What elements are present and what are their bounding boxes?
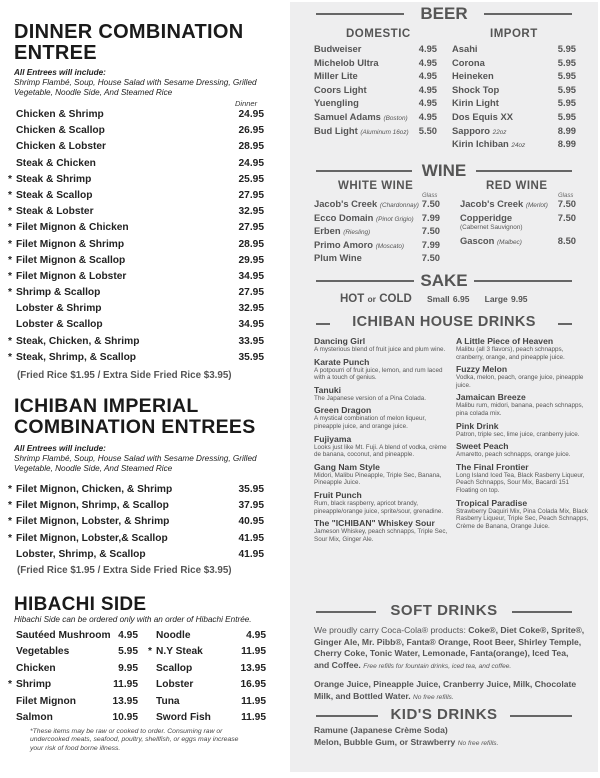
house-drinks-title: ICHIBAN HOUSE DRINKS <box>352 314 536 330</box>
house-drink-name: The Final Frontier <box>456 461 529 472</box>
drink-price: 5.95 <box>557 83 576 95</box>
drink-item-row <box>452 56 576 70</box>
menu-item-name: Filet Mignon, Lobster, & Shrimp <box>16 516 170 528</box>
menu-item-price: 24.95 <box>238 109 264 120</box>
drink-name-text: (Cabernet Sauvignon) <box>460 224 523 232</box>
raw-marker: * <box>8 516 12 528</box>
menu-item-price: 41.95 <box>238 532 264 544</box>
hibachi-item-name: Filet Mignon <box>16 695 76 707</box>
hibachi-item-price: 4.95 <box>118 630 138 641</box>
drink-price: 7.50 <box>421 198 440 209</box>
drink-item-row <box>460 234 576 248</box>
hibachi-item-name: Shrimp <box>16 679 52 691</box>
menu-item-row <box>8 139 264 155</box>
house-drink <box>314 490 449 515</box>
imperial-fried-rice-note: (Fried Rice $1.95 / Extra Side Fried Rice $3.95) <box>17 565 232 576</box>
drink-item-row <box>452 110 576 124</box>
red-wine-title: RED WINE <box>486 180 548 192</box>
menu-item-price: 24.95 <box>238 157 264 169</box>
house-drink <box>314 405 449 430</box>
menu-item-price: 41.95 <box>238 548 264 560</box>
raw-food-disclaimer: *These items may be raw or cooked to order. Consuming raw or undercooked meats, seafood, poultry, shellfish, or eggs may increase your risk of food borne illness. <box>30 728 239 752</box>
hibachi-row <box>8 710 266 726</box>
hibachi-item-price: 13.95 <box>112 695 138 707</box>
house-drink-name: Tropical Paradise <box>456 497 528 508</box>
menu-item-name: Steak, Shrimp, & Scallop <box>16 351 137 363</box>
hibachi-row <box>8 661 266 677</box>
juices-text: Orange Juice, Pineapple Juice, Cranberry Juice, Milk, Chocolate Milk, and Bottled Water. No free refills. <box>314 679 577 701</box>
hibachi-item-name: Vegetables <box>16 646 70 658</box>
menu-item-price: 32.95 <box>238 206 264 218</box>
white-wine-title: WHITE WINE <box>338 180 414 192</box>
hibachi-row <box>8 628 266 644</box>
hibachi-item-price: 11.95 <box>241 711 266 723</box>
drink-name-note: 24oz <box>511 142 526 150</box>
drink-item-row <box>314 124 437 138</box>
drink-item-row <box>314 238 440 252</box>
house-drink-name: Karate Punch <box>314 356 370 367</box>
drink-name-text: Asahi <box>452 43 478 54</box>
menu-item-price: 32.95 <box>238 303 264 315</box>
drink-item-row <box>460 211 576 225</box>
left-column <box>0 0 288 778</box>
menu-item-price: 28.95 <box>238 238 264 250</box>
drink-item-row <box>314 42 437 56</box>
raw-marker: * <box>8 206 12 218</box>
menu-item-price: 35.95 <box>238 351 264 363</box>
drink-price: 4.95 <box>418 70 437 82</box>
menu-item-row <box>8 220 264 236</box>
drink-name <box>452 137 525 153</box>
menu-item-price: 27.95 <box>238 189 264 201</box>
drink-name-note: (Merlot) <box>525 202 548 209</box>
house-drink-description: Midori, Malibu Pineapple, Triple Sec, Banana, Pineapple Juice. <box>314 471 442 487</box>
hibachi-note: Hibachi Side can be ordered only with an order of Hibachi Entrée. <box>14 615 252 624</box>
menu-item-name: Filet Mignon & Chicken <box>16 222 129 234</box>
house-drink-description: The Japanese version of a Pina Colada. <box>314 394 427 402</box>
house-drink-name: A Little Piece of Heaven <box>456 336 554 346</box>
raw-marker: * <box>8 287 12 299</box>
sake-prices: HOT or COLD Small 6.95 Large 9.95 <box>340 293 528 305</box>
drink-name-text: Samuel Adams <box>314 110 381 122</box>
menu-item-name: Steak & Shrimp <box>16 173 92 185</box>
drink-price: 4.95 <box>418 43 437 54</box>
house-drinks-left <box>314 336 449 546</box>
house-drink <box>314 385 449 403</box>
house-drink-name: Jamaican Breeze <box>456 392 526 403</box>
menu-item-name: Chicken & Lobster <box>16 141 107 153</box>
drink-name <box>314 251 362 267</box>
hibachi-title: HIBACHI SIDE <box>14 594 147 615</box>
raw-marker: * <box>8 270 12 282</box>
menu-item-name: Filet Mignon, Lobster,& Scallop <box>16 532 168 544</box>
house-drink-name: Tanuki <box>314 384 342 395</box>
dinner-title: DINNER COMBINATION ENTREE <box>14 21 244 64</box>
drink-item-row <box>452 124 576 138</box>
raw-marker: * <box>8 679 12 691</box>
menu-item-name: Steak & Lobster <box>16 206 94 218</box>
menu-item-row <box>8 498 264 514</box>
drink-name-text: Erben <box>314 225 341 237</box>
menu-item-name: Filet Mignon & Lobster <box>16 270 127 282</box>
menu-item-price: 27.95 <box>238 222 264 234</box>
drink-item-row <box>314 96 437 110</box>
house-drink-name: Fuzzy Melon <box>456 364 508 375</box>
house-drink-description: Strawberry Daquiri Mix, Pina Colada Mix, Black Rasberry Liqueur, Triple Sec, Peach Schnapps, Crème de Banana, Orange Juice. <box>456 507 589 530</box>
drink-price: 4.95 <box>418 97 437 109</box>
hibachi-row <box>8 644 266 660</box>
divider <box>474 280 572 282</box>
white-glass-label: Glass <box>422 193 438 199</box>
drink-price: 7.50 <box>557 211 576 223</box>
house-drink-name: The "ICHIBAN" Whiskey Sour <box>314 518 435 529</box>
drink-name-note: (Malbec) <box>497 239 522 247</box>
white-wine-list <box>314 197 440 265</box>
hibachi-item-price: 4.95 <box>246 630 266 641</box>
drink-price: 8.99 <box>557 138 576 150</box>
menu-item-price: 33.95 <box>238 335 264 347</box>
hibachi-item-name: Sword Fish <box>156 711 211 723</box>
drink-price: 8.50 <box>557 235 576 247</box>
drink-name-text: Yuengling <box>314 97 359 109</box>
drink-price: 4.95 <box>418 110 437 122</box>
hibachi-item-name: Tuna <box>156 695 180 707</box>
drink-price: 5.95 <box>557 110 576 122</box>
drink-item-row <box>314 69 437 83</box>
house-drink <box>456 336 591 361</box>
menu-item-row <box>8 317 264 333</box>
drink-item-row <box>314 83 437 97</box>
house-drink-description: A mysterious blend of fruit juice and plum wine. <box>314 346 446 353</box>
drink-name-text: Copperidge <box>460 211 513 223</box>
house-drink-description: Amaretto, peach schnapps, orange juice. <box>456 451 571 459</box>
drink-price: 7.99 <box>421 211 440 223</box>
divider <box>510 715 572 717</box>
menu-item-row <box>8 253 264 269</box>
kids-drinks-title: KID'S DRINKS <box>390 706 498 723</box>
drinks-panel <box>290 2 598 772</box>
divider <box>484 13 572 15</box>
raw-marker: * <box>8 335 12 347</box>
drink-name-note: (Riesling) <box>343 229 371 237</box>
menu-item-name: Chicken & Scallop <box>16 125 105 137</box>
drink-item-row <box>314 110 437 124</box>
wine-title: WINE <box>421 161 467 180</box>
menu-item-name: Filet Mignon, Shrimp, & Scallop <box>16 500 169 512</box>
menu-item-price: 40.95 <box>238 516 264 528</box>
drink-name-text: Heineken <box>452 70 494 82</box>
menu-item-row <box>8 285 264 301</box>
menu-item-name: Lobster & Shrimp <box>16 303 102 315</box>
drink-name-note: (Boston) <box>383 114 408 122</box>
hibachi-item-price: 16.95 <box>240 679 266 691</box>
house-drink-name: Sweet Peach <box>456 441 509 452</box>
drink-item-row <box>314 224 440 238</box>
drink-name-text: Kirin Light <box>452 97 499 109</box>
drink-name-text: Plum Wine <box>314 252 362 264</box>
hibachi-row <box>8 694 266 710</box>
menu-item-row <box>8 350 264 366</box>
imperial-title: ICHIBAN IMPERIAL COMBINATION ENTREES <box>14 395 256 438</box>
drink-name-note: (Moscato) <box>375 242 405 250</box>
menu-item-price: 28.95 <box>238 141 264 153</box>
drink-name-note: (Chardonnay) <box>379 202 419 209</box>
raw-marker: * <box>8 532 12 544</box>
menu-item-price: 25.95 <box>238 173 264 185</box>
house-drink-description: Rum, black raspberry, apricot brandy, pineapple/orange juice, sprite/sour, grenadine. <box>314 499 444 515</box>
menu-item-row <box>8 269 264 285</box>
drink-item-row <box>314 56 437 70</box>
hibachi-row <box>8 677 266 693</box>
house-drink <box>314 518 449 543</box>
menu-item-price: 34.95 <box>238 319 264 331</box>
drink-name-text: Ecco Domain <box>314 211 374 223</box>
drink-name <box>314 124 409 140</box>
raw-marker: * <box>8 189 12 201</box>
raw-marker: * <box>8 500 12 512</box>
menu-item-price: 26.95 <box>238 125 264 137</box>
house-drink <box>456 462 591 495</box>
drink-price: 7.50 <box>421 252 440 264</box>
menu-item-name: Steak & Chicken <box>16 157 96 169</box>
dinner-fried-rice-note: (Fried Rice $1.95 / Extra Side Fried Rice $3.95) <box>17 370 232 381</box>
drink-name-text: Kirin Ichiban <box>452 138 509 150</box>
drink-name-text: Primo Amoro <box>314 238 374 250</box>
import-beer-list <box>452 42 576 151</box>
drink-item-row <box>452 137 576 151</box>
drink-item-row <box>314 197 440 211</box>
house-drink-description: A potpourri of fruit juice, lemon, and rum laced with a touch of genius. <box>314 366 443 382</box>
drink-name-text: Sapporo <box>452 124 491 136</box>
menu-item-row <box>8 301 264 317</box>
import-title: IMPORT <box>490 28 538 40</box>
drink-name-note: 22oz <box>492 128 507 136</box>
menu-item-name: Filet Mignon & Shrimp <box>16 238 125 250</box>
divider <box>476 170 572 172</box>
menu-item-name: Lobster, Shrimp, & Scallop <box>16 548 146 560</box>
red-wine-list <box>460 197 576 248</box>
drink-name-text: Gascon <box>460 235 495 247</box>
raw-marker: * <box>8 254 12 266</box>
menu-item-name: Steak, Chicken, & Shrimp <box>16 335 140 347</box>
hibachi-item-name: Salmon <box>16 711 53 723</box>
sake-title: SAKE <box>420 271 468 290</box>
menu-item-name: Chicken & Shrimp <box>16 109 104 120</box>
raw-marker: * <box>8 484 12 495</box>
house-drink-name: Dancing Girl <box>314 336 366 346</box>
drink-name <box>460 234 522 250</box>
house-drink <box>456 364 591 389</box>
raw-marker: * <box>8 351 12 363</box>
hibachi-item-name: Chicken <box>16 662 56 674</box>
hibachi-item-name: Scallop <box>156 662 193 674</box>
hibachi-item-price: 10.95 <box>112 711 138 723</box>
drink-item-row <box>452 83 576 97</box>
menu-item-row <box>8 107 264 123</box>
drink-price: 4.95 <box>418 83 437 95</box>
drink-price: 5.95 <box>557 70 576 82</box>
drink-price: 7.50 <box>421 225 440 237</box>
hibachi-item-price: 9.95 <box>118 662 138 674</box>
drink-name-text: Miller Lite <box>314 70 358 82</box>
drink-name-text: Jacob's Creek <box>314 198 378 209</box>
menu-item-row <box>8 156 264 172</box>
drink-name-text: Jacob's Creek <box>460 198 524 209</box>
house-drinks-right <box>456 336 591 533</box>
menu-item-price: 35.95 <box>238 484 264 495</box>
house-drink <box>456 421 591 439</box>
hibachi-item-name: Lobster <box>156 679 194 691</box>
drink-price: 5.95 <box>557 56 576 68</box>
house-drink-name: Fujiyama <box>314 433 352 444</box>
menu-item-price: 37.95 <box>238 500 264 512</box>
divider <box>558 323 572 325</box>
hibachi-items <box>8 628 266 726</box>
menu-item-row <box>8 123 264 139</box>
drink-item-row <box>314 251 440 265</box>
house-drink-description: Long Island Iced Tea, Black Rasberry Liqueur, Peach Schnapps, Sour Mix, Bacardi 151 Floating on top. <box>456 471 585 494</box>
house-drink-name: Gang Nam Style <box>314 461 380 472</box>
beer-title: BEER <box>420 4 468 23</box>
house-drink-name: Green Dragon <box>314 405 372 416</box>
imperial-items <box>8 482 264 563</box>
hibachi-item-price: 11.95 <box>113 679 138 691</box>
hibachi-item-price: 13.95 <box>240 662 266 674</box>
house-drink <box>456 441 591 459</box>
raw-marker: * <box>8 222 12 234</box>
house-drink-description: Looks just like Mt. Fuji. A blend of vodka, crème de banana, coconut, and pineapple. <box>314 443 447 459</box>
house-drink <box>456 392 591 417</box>
menu-item-name: Steak & Scallop <box>16 189 93 201</box>
drink-item-row <box>452 96 576 110</box>
house-drink-name: Pink Drink <box>456 420 499 431</box>
house-drink-description: Malibu (all 3 flavors), peach schnapps, cranberry, orange, and pineapple juice. <box>456 346 565 361</box>
drink-name-text: Corona <box>452 56 485 68</box>
menu-item-row <box>8 514 264 530</box>
drink-price: 7.99 <box>421 238 440 250</box>
house-drink-description: Vodka, melon, peach, orange juice, pineapple juice. <box>456 374 584 389</box>
drink-item-row <box>460 224 576 234</box>
menu-item-name: Lobster & Scallop <box>16 319 103 331</box>
soft-drinks-title: SOFT DRINKS <box>390 602 498 619</box>
menu-item-name: Filet Mignon, Chicken, & Shrimp <box>16 484 173 495</box>
menu-item-row <box>8 172 264 188</box>
domestic-beer-list <box>314 42 437 137</box>
drink-price: 5.95 <box>557 97 576 109</box>
house-drink-description: A mystical combination of melon liqueur, pineapple juice, and orange juice. <box>314 415 427 430</box>
house-drink-name: Fruit Punch <box>314 489 362 500</box>
drink-name <box>460 224 523 232</box>
house-drink <box>314 357 449 382</box>
menu-item-row <box>8 204 264 220</box>
drink-price: 4.95 <box>418 56 437 68</box>
hibachi-item-name: Sautéed Mushroom <box>16 630 111 641</box>
drink-name-text: Shock Top <box>452 83 500 95</box>
domestic-title: DOMESTIC <box>346 28 411 40</box>
drink-item-row <box>314 211 440 225</box>
hibachi-item-name: Noodle <box>156 630 191 641</box>
soft-drinks-text: We proudly carry Coca-Cola® products: Coke®, Diet Coke®, Sprite®, Ginger Ale, Mr. Pibb®, Fanta® Orange, Root Beer, Shirley Temple, Cherry Coke, Tonic Water, Lemonade, Fanta(orange), Iced Tea, and Coffee. Free refills for fountain drinks, iced tea, and coffee. <box>314 625 585 670</box>
drink-name-text: Coors Light <box>314 83 367 95</box>
menu-item-name: Shrimp & Scallop <box>16 287 101 299</box>
dinner-note: All Entrees will include: Shrimp Flambé, Soup, House Salad with Sesame Dressing, Grilled Vegetable, Noodle Side, And Steamed Rice <box>14 68 257 97</box>
drink-price: 5.50 <box>418 124 437 136</box>
red-glass-label: Glass <box>558 193 574 199</box>
menu-item-row <box>8 482 264 498</box>
drink-price: 7.50 <box>557 198 576 209</box>
house-drink <box>314 336 449 354</box>
menu-item-row <box>8 188 264 204</box>
drink-name-text: Bud Light <box>314 124 358 136</box>
hibachi-item-price: 5.95 <box>118 646 138 658</box>
house-drink <box>314 434 449 459</box>
house-drink <box>456 498 591 531</box>
menu-item-row <box>8 237 264 253</box>
dinner-price-header: Dinner <box>235 99 258 108</box>
house-drink <box>314 462 449 487</box>
menu-item-price: 29.95 <box>238 254 264 266</box>
menu-item-price: 34.95 <box>238 270 264 282</box>
raw-marker: * <box>148 646 152 658</box>
hibachi-item-name: N.Y Steak <box>156 646 203 658</box>
raw-marker: * <box>8 173 12 185</box>
drink-name-text: Michelob Ultra <box>314 56 379 68</box>
drink-item-row <box>460 197 576 211</box>
drink-name-text: Dos Equis XX <box>452 110 513 122</box>
hibachi-item-price: 11.95 <box>241 695 266 707</box>
house-drink-description: Patron, triple sec, lime juice, cranberry juice. <box>456 430 580 438</box>
house-drink-description: Malibu rum, midori, banana, peach schnapps, pina colada mix. <box>456 402 584 417</box>
hibachi-item-price: 11.95 <box>241 646 266 658</box>
drink-price: 5.95 <box>557 43 576 54</box>
menu-item-price: 27.95 <box>238 287 264 299</box>
drink-price: 8.99 <box>557 124 576 136</box>
drink-name-note: (Aluminum 16oz) <box>360 128 409 136</box>
drink-item-row <box>452 69 576 83</box>
kids-drinks-text: Ramune (Japanese Crème Soda) Melon, Bubble Gum, or Strawberry No free refills. <box>314 725 499 747</box>
raw-marker: * <box>8 238 12 250</box>
drink-item-row <box>452 42 576 56</box>
imperial-note: All Entrees will include: Shrimp Flambé, Soup, House Salad with Sesame Dressing, Grilled Vegetable, Noodle Side, And Steamed Rice <box>14 444 257 473</box>
house-drink-description: Jameson Whiskey, peach schnapps, Triple Sec, Sour Mix, Ginger Ale. <box>314 528 448 543</box>
drink-name-note: (Pinot Grigio) <box>376 215 414 223</box>
menu-item-row <box>8 547 264 563</box>
menu-item-row <box>8 531 264 547</box>
divider <box>512 611 572 613</box>
dinner-items <box>8 107 264 366</box>
menu-item-row <box>8 334 264 350</box>
drink-name-text: Budweiser <box>314 43 362 54</box>
menu-item-name: Filet Mignon & Scallop <box>16 254 126 266</box>
